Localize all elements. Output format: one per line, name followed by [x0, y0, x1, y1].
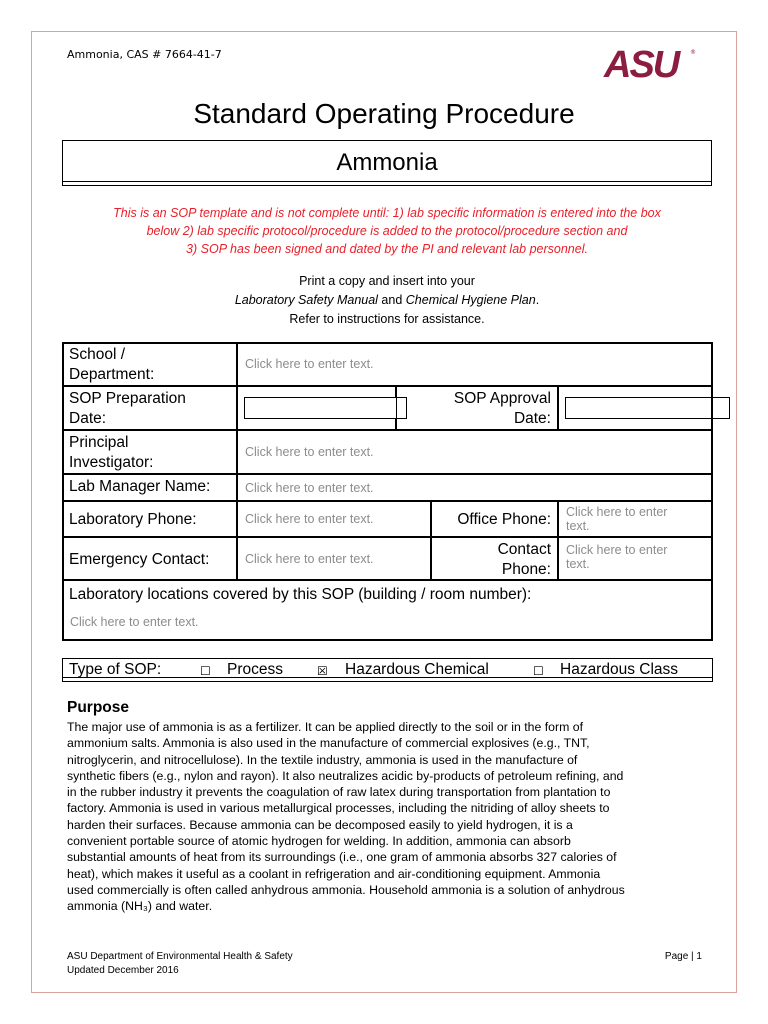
purpose-body: The major use of ammonia is as a fertilizer. It can be applied directly to the soil or in the form of ammonium salts. Ammonia is also used in the manufacture of commercial explosives (e.g., TNT, nitroglycerin, and nitrocellulose). In the textile industry, ammonia is used in the manufacture of synthetic fibers (e.g., nylon and rayon). It also neutralizes acidic by-products of petroleum refining, and in the rubber industry it prevents the coagulation of raw latex during transportation from plantation to factory. Ammonia is used in various metallurgical processes, including the nitriding of alloy sheets to harden their surfaces. Because ammonia can be decomposed easily to yield hydrogen, it is a convenient portable source of atomic hydrogen for welding. In addition, ammonia can absorb substantial amounts of heat from its surroundings (i.e., one gram of ammonia absorbs 327 calories of heat), which makes it useful as a coolant in refrigeration and air-conditioning equipment. Ammonia used commercially is often called anhydrous ammonia. Household ammonia is a solution of anhydrous ammonia (NH₃) and water. [67, 720, 625, 914]
sop-approval-date-label: SOP Approval Date: [396, 386, 558, 430]
footer-department: ASU Department of Environmental Health & Safety [67, 951, 293, 962]
process-checkbox-icon[interactable]: ☐ [200, 664, 211, 678]
svg-text:ASU: ASU [604, 44, 679, 82]
hazardous-class-checkbox-icon[interactable]: ☐ [533, 664, 544, 678]
page-number: Page | 1 [664, 951, 702, 962]
purpose-heading: Purpose [67, 699, 130, 716]
hazardous-chemical-checkbox-icon[interactable]: ☒ [317, 664, 328, 678]
print-instructions: Print a copy and insert into your Laboratory Safety Manual and Chemical Hygiene Plan. Refer to instructions for assistance. [234, 274, 540, 326]
page-title: Standard Operating Procedure [193, 98, 575, 129]
sop-preparation-date-label: SOP Preparation Date: [62, 386, 237, 430]
lab-manager-label: Lab Manager Name: [62, 474, 237, 501]
template-notice: This is an SOP template and is not complete until: 1) lab specific information is entered into the box below 2) lab specific protocol/procedure is added to the protocol/procedure section and 3) SOP has been signed and dated by the PI and relevant lab personnel. [113, 206, 661, 256]
svg-text:®: ® [690, 49, 696, 56]
principal-investigator-label: Principal Investigator: [62, 430, 237, 474]
footer-updated: Updated December 2016 [67, 965, 179, 976]
sop-approval-date-input[interactable] [565, 397, 730, 419]
asu-logo [602, 44, 698, 82]
laboratory-phone-input[interactable]: Click here to enter text. [237, 501, 431, 537]
emergency-contact-input[interactable]: Click here to enter text. [237, 537, 431, 580]
cas-header: Ammonia, CAS # 7664-41-7 [67, 48, 222, 61]
lab-locations-label: Laboratory locations covered by this SOP (building / room number): [69, 586, 532, 603]
office-phone-label: Office Phone: [431, 501, 558, 537]
footer-left [67, 950, 293, 978]
sop-type-row [62, 658, 713, 682]
contact-phone-input[interactable]: Click here to enter text. [558, 537, 713, 580]
lab-locations-cell [62, 580, 713, 641]
process-option-label: Process [227, 661, 283, 678]
sop-type-label: Type of SOP: [69, 661, 162, 678]
hazardous-chemical-option-label: Hazardous Chemical [345, 661, 489, 678]
contact-phone-label: Contact Phone: [431, 537, 558, 580]
office-phone-input[interactable]: Click here to enter text. [558, 501, 713, 537]
school-department-input[interactable]: Click here to enter text. [237, 342, 713, 386]
sop-preparation-date-input[interactable] [244, 397, 407, 419]
hazardous-class-option-label: Hazardous Class [560, 661, 679, 678]
lab-locations-input[interactable]: Click here to enter text. [70, 615, 199, 629]
school-department-label: School / Department: [62, 342, 237, 386]
emergency-contact-label: Emergency Contact: [62, 537, 237, 580]
principal-investigator-input[interactable]: Click here to enter text. [237, 430, 713, 474]
laboratory-phone-label: Laboratory Phone: [62, 501, 237, 537]
chemical-name-box: Ammonia [62, 140, 712, 186]
lab-manager-input[interactable]: Click here to enter text. [237, 474, 713, 501]
